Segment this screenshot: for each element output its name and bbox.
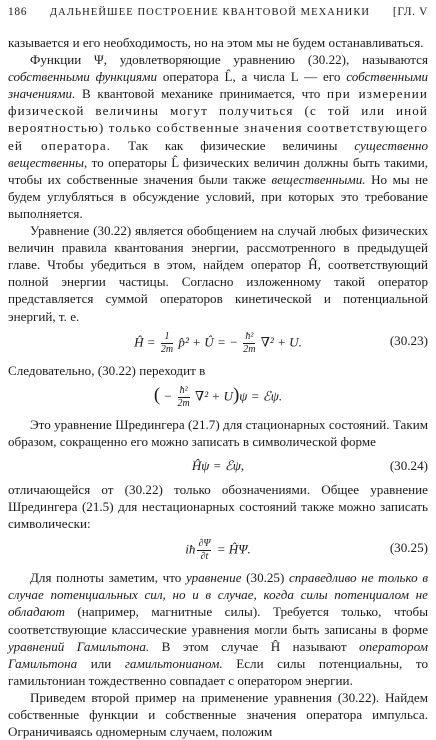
running-title: ДАЛЬНЕЙШЕЕ ПОСТРОЕНИЕ КВАНТОВОЙ МЕХАНИКИ: [49, 7, 371, 18]
eq3-body: Ĥψ = ℰψ,: [191, 457, 245, 473]
p2-postulate: при измерении физической величины могут получиться (с той или иной вероятностью) только собственные значения соответствующего ей оператора.: [8, 86, 428, 153]
eq1-f1-den: 2m: [160, 343, 174, 355]
p2-term-real-2: вещественными.: [271, 171, 366, 187]
chapter-marker: [ГЛ. V: [392, 6, 428, 18]
p7-text-e: (например, магнитные силы). Требуется только, чтобы соответствующие классические уравнения могли быть записаны в форме: [8, 604, 428, 637]
p7-term-hamilton-equations: уравнений Гамильтона.: [8, 638, 150, 654]
p7-text-a: Для полноты заметим, что: [30, 570, 186, 586]
paragraph-3: Уравнение (30.22) является обобщением на случай любых физических величин правила квантования энергии, рассмотренного в предыдущей главе. Чтобы убедиться в этом, найдем оператор Ĥ, соответствующий полной энергии частицы. Согласно изложенному такой оператор представляется суммой операторов кинетической и потенциальной энергий, т. е.: [8, 223, 428, 324]
paragraph-2: [8, 51, 428, 222]
eq2-f-den: 2m: [177, 397, 190, 409]
equation-30-25: [8, 539, 428, 562]
eq1-fraction-1: [161, 332, 173, 355]
eq2-rhs: ψ = ℰψ.: [239, 388, 283, 404]
eq4-f-den: ∂t: [200, 551, 209, 563]
p7-term-equation: уравнение: [185, 570, 242, 586]
eq4-f-num: ∂Ψ: [198, 538, 211, 550]
equation-30-24: [8, 457, 428, 474]
equation-stationary: [8, 386, 428, 409]
page-number: 186: [8, 6, 28, 18]
p2-text-g: Так как физические величины: [111, 137, 355, 153]
p7-text-i: или: [77, 655, 125, 671]
paragraph-5: Это уравнение Шредингера (21.7) для стационарных состояний. Таким образом, сокращенно его можно записать в символической форме: [8, 416, 428, 449]
running-header: [8, 4, 428, 22]
eq2-close-paren: ): [232, 384, 240, 406]
paragraph-7: [8, 569, 428, 689]
p2-term-eigenvalues: собственными значениями.: [8, 69, 429, 102]
p7-text-k: Если силы потенциальны, то гамильтониан тождественно совпадает с оператором энергии.: [8, 655, 428, 688]
eq1-f2-num: ħ²: [243, 332, 255, 344]
eq2-fraction: [178, 386, 190, 409]
equation-number: (30.23): [389, 332, 428, 348]
paragraph-8: Приведем второй пример на применение уравнения (30.22). Найдем собственные функции и собственные значения оператора импульса. Ограничиваясь одномерным случаем, положим: [8, 689, 428, 740]
p7-claim: справедливо не только в случае потенциальных сил, но и в случае, когда силы потенциалом не обладают: [8, 570, 429, 620]
p2-term-eigenfunctions: собственными функциями: [8, 69, 157, 85]
p7-text-g: В этом случае Ĥ называют: [149, 638, 360, 654]
eq2-minus: −: [160, 388, 176, 404]
eq1-lhs: Ĥ =: [134, 334, 159, 350]
eq1-f2-den: 2m: [243, 343, 256, 355]
equation-number: (30.24): [389, 457, 428, 473]
eq1-rhs: ∇² + U.: [257, 334, 302, 350]
p7-term-hamiltonian: гамильтонианом.: [124, 655, 223, 671]
p2-text-k: Но мы не будем углубляться в обсуждение условий, при которых это требование выполняется.: [8, 171, 428, 221]
p7-term-hamilton-operator: оператором Гамильтона: [8, 638, 428, 671]
eq2-open-paren: (: [153, 384, 161, 406]
equation-number: (30.25): [389, 540, 428, 556]
eq2-f-num: ħ²: [178, 386, 190, 398]
p7-text-c: (30.25): [241, 570, 289, 586]
eq4-post: = ĤΨ.: [213, 541, 251, 557]
eq2-mid: ∇² + U: [191, 388, 233, 404]
p2-text-i: то операторы L̂ физических величин должны быть такими, чтобы их собственные значения были также: [8, 154, 428, 187]
eq1-mid: p̂² + Û = −: [175, 334, 242, 350]
p2-text-a: Функции Ψ, удовлетворяющие уравнению (30.22), называются: [30, 52, 428, 68]
paragraph-4: Следовательно, (30.22) переходит в: [8, 362, 206, 378]
p2-text-e: В квантовой механике принимается, что: [75, 86, 327, 102]
eq1-f1-num: 1: [161, 332, 173, 344]
eq1-fraction-2: [243, 332, 255, 355]
equation-30-23: [8, 332, 428, 355]
paragraph-6: отличающейся от (30.22) только обозначениями. Общее уравнение Шредингера (21.5) для нестационарных состояний также можно записать символически:: [8, 481, 428, 532]
eq4-pre: iħ: [185, 541, 196, 557]
p2-text-c: оператора L̂, а числа L — его: [157, 69, 347, 85]
eq4-fraction: [197, 539, 211, 562]
p2-term-real: существенно вещественны,: [8, 137, 428, 170]
paragraph-1: казывается и его необходимость, но на этом мы не будем останавливаться.: [8, 35, 424, 50]
